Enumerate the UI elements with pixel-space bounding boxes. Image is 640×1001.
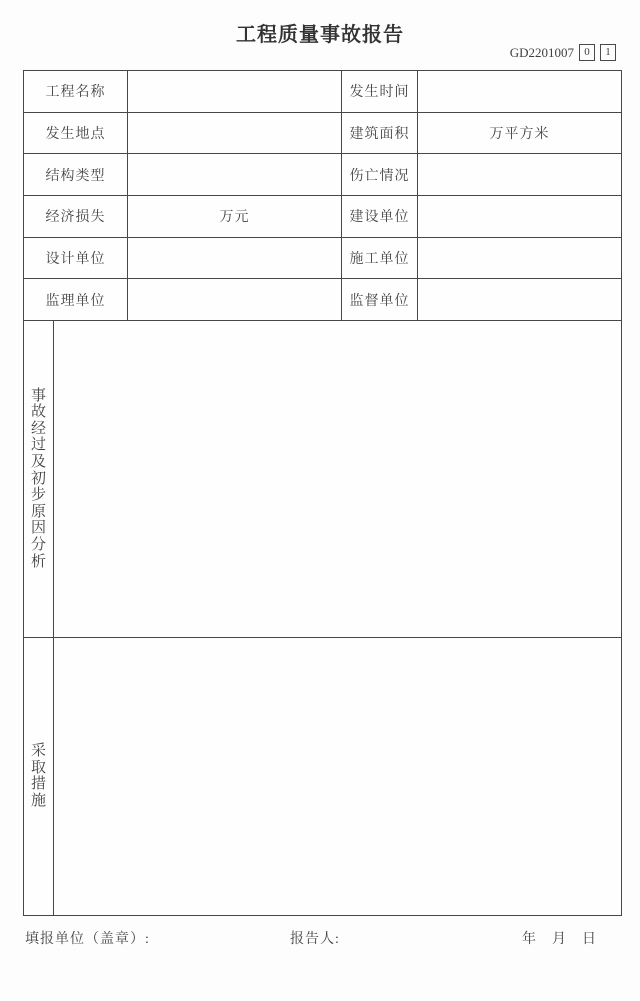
label-supervision-unit: 监理单位 [24, 279, 128, 321]
label-construction-unit: 建设单位 [342, 196, 418, 238]
value-construction-unit [418, 196, 621, 238]
label-project-name: 工程名称 [24, 71, 128, 113]
label-building-area: 建筑面积 [342, 113, 418, 155]
value-building-area: 万平方米 [418, 113, 621, 155]
value-economic-loss: 万元 [128, 196, 342, 238]
page-title: 工程质量事故报告 [236, 24, 404, 46]
label-economic-loss: 经济损失 [24, 196, 128, 238]
value-structure-type [128, 154, 342, 196]
section-measures-taken-label-column [24, 638, 54, 915]
doc-code-number: GD2201007 [509, 44, 574, 60]
value-project-name [128, 71, 342, 113]
info-table [24, 71, 621, 321]
doc-code [510, 44, 616, 61]
label-oversight-unit: 监督单位 [342, 279, 418, 321]
section-accident-analysis [24, 321, 621, 638]
value-occurrence-time [418, 71, 621, 113]
label-occurrence-place: 发生地点 [24, 113, 128, 155]
doc-code-box-1: 0 [579, 44, 595, 61]
value-contractor-unit [418, 238, 621, 280]
section-measures-taken-content [54, 638, 621, 915]
footer-fill-unit-label: 填报单位（盖章）: [25, 932, 150, 947]
label-casualty-situation: 伤亡情况 [342, 154, 418, 196]
label-structure-type: 结构类型 [24, 154, 128, 196]
value-oversight-unit [418, 279, 621, 321]
doc-code-box-2: 1 [600, 44, 616, 61]
value-supervision-unit [128, 279, 342, 321]
section-measures-taken-label: 采取措施 [30, 743, 46, 810]
value-design-unit [128, 238, 342, 280]
footer-date-label: 年 月 日 [522, 932, 597, 947]
section-measures-taken [24, 638, 621, 915]
value-casualty-situation [418, 154, 621, 196]
label-contractor-unit: 施工单位 [342, 238, 418, 280]
footer [0, 928, 640, 948]
section-accident-analysis-label-column [24, 321, 54, 637]
accident-report-form [23, 70, 622, 916]
section-accident-analysis-label: 事故经过及初步原因分析 [30, 387, 46, 570]
footer-reporter-label: 报告人: [290, 932, 340, 947]
value-occurrence-place [128, 113, 342, 155]
section-accident-analysis-content [54, 321, 621, 637]
label-occurrence-time: 发生时间 [342, 71, 418, 113]
label-design-unit: 设计单位 [24, 238, 128, 280]
